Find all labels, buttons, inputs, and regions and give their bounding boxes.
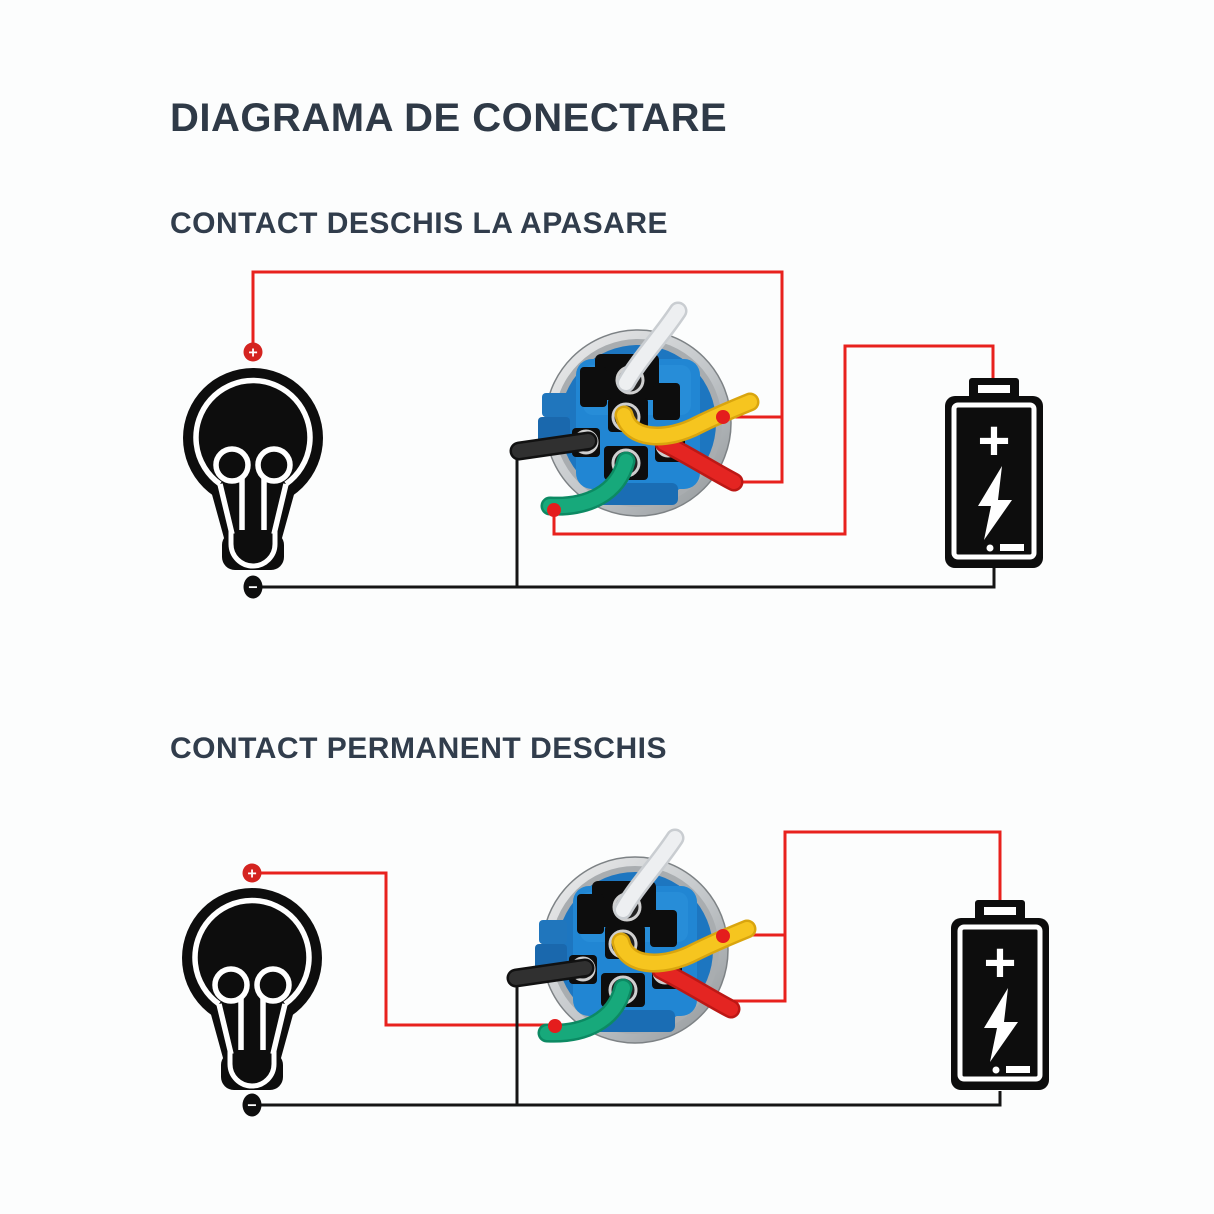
section-2-heading: CONTACT PERMANENT DESCHIS — [170, 732, 667, 765]
diagram-contact-permanent-deschis — [182, 832, 1049, 1117]
push-button-connector-icon — [519, 311, 750, 516]
junction-dot-yellow — [716, 929, 730, 943]
page-title: DIAGRAMA DE CONECTARE — [170, 96, 728, 140]
battery-plus-label: + — [983, 930, 1017, 994]
junction-dot-green — [547, 503, 561, 517]
lamp-positive-terminal — [244, 343, 263, 362]
negative-wire-path — [261, 1091, 1000, 1105]
diagram-contact-deschis-la-apasare — [183, 272, 1043, 599]
light-bulb-icon — [182, 888, 322, 1090]
battery-plus-label: + — [977, 408, 1011, 472]
section-1-heading: CONTACT DESCHIS LA APASARE — [170, 207, 669, 240]
light-bulb-icon — [183, 368, 323, 570]
minus-label: − — [248, 579, 258, 597]
negative-wire-path — [261, 564, 994, 587]
junction-dot-yellow — [716, 410, 730, 424]
push-button-connector-icon — [516, 838, 747, 1043]
lamp-negative-terminal — [244, 576, 263, 599]
plus-label: + — [247, 865, 257, 883]
battery-icon — [951, 900, 1049, 1090]
battery-icon — [945, 378, 1043, 568]
plus-label: + — [248, 344, 258, 362]
lamp-positive-terminal — [243, 864, 262, 883]
minus-label: − — [247, 1097, 257, 1115]
junction-dot-green — [548, 1019, 562, 1033]
lamp-negative-terminal — [243, 1094, 262, 1117]
